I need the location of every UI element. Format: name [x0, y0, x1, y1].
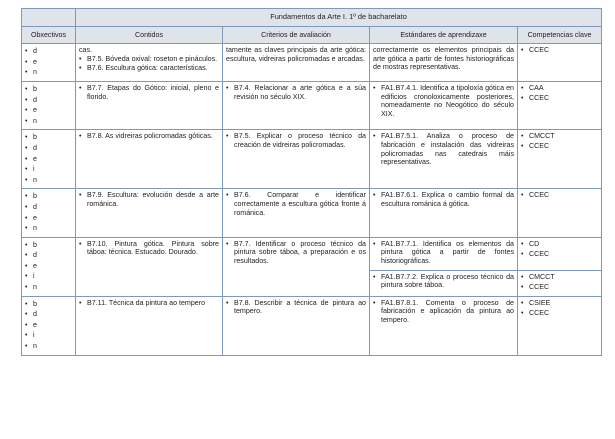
- table-row: [22, 44, 602, 82]
- title-blank-cell: [22, 9, 76, 27]
- list-item: • e: [25, 261, 72, 272]
- header-contents: Contidos: [76, 26, 223, 44]
- objectives-cell: [22, 189, 76, 237]
- list-item: • B7.8. Describir a técnica de pintura ao tempero.: [226, 299, 366, 316]
- list-item: • FA1.B7.8.1. Comenta o proceso de fabricación e aplicación da pintura ao tempero.: [373, 299, 514, 325]
- list-item: • FA1.B7.6.1. Explica o cambio formal da escultura románica á gótica.: [373, 191, 514, 208]
- competences-cell: [518, 44, 602, 82]
- contents-cell: [76, 130, 223, 189]
- competences-cell: [518, 237, 602, 270]
- header-criteria: Criterios de avaliación: [223, 26, 370, 44]
- list-item: • i: [25, 330, 72, 341]
- list-item: • n: [25, 116, 72, 127]
- list-item: • CCEC: [521, 191, 598, 200]
- list-item: • CCEC: [521, 46, 598, 55]
- standards-cell: [370, 270, 518, 296]
- list-item: • CMCCT: [521, 132, 598, 141]
- criteria-cell: [223, 296, 370, 355]
- list-item: • e: [25, 105, 72, 116]
- competences-cell: [518, 270, 602, 296]
- list-item: • n: [25, 282, 72, 293]
- criteria-cell: [223, 130, 370, 189]
- table-row: [22, 237, 602, 270]
- list-item: • B7.10. Pintura gótica. Pintura sobre táboa: técnica. Estucado. Dourado.: [79, 240, 219, 257]
- standards-cell: [370, 237, 518, 270]
- list-item: • B7.5. Bóveda oxival: roseton e pináculos.: [79, 55, 219, 64]
- list-item: • b: [25, 240, 72, 251]
- title-row: [22, 9, 602, 27]
- list-item: • b: [25, 191, 72, 202]
- objectives-cell: [22, 296, 76, 355]
- list-item: • CAA: [521, 84, 598, 93]
- objectives-cell: [22, 237, 76, 296]
- header-competences: Competencias clave: [518, 26, 602, 44]
- list-item: • CCEC: [521, 94, 598, 103]
- curriculum-table-wrapper: [21, 8, 602, 356]
- list-item: • d: [25, 309, 72, 320]
- list-item: • d: [25, 250, 72, 261]
- list-item: • e: [25, 320, 72, 331]
- list-item: • n: [25, 341, 72, 352]
- list-item: • b: [25, 132, 72, 143]
- table-row: [22, 81, 602, 129]
- standards-cell: [370, 296, 518, 355]
- list-item: • n: [25, 67, 72, 78]
- list-item: • B7.11. Técnica da pintura ao tempero: [79, 299, 219, 308]
- objectives-cell: [22, 130, 76, 189]
- criteria-cell: [223, 189, 370, 237]
- header-standards: Estándares de aprendizaxe: [370, 26, 518, 44]
- header-row: [22, 26, 602, 44]
- content-text: cas.: [79, 46, 93, 55]
- curriculum-table: [21, 8, 602, 356]
- list-item: • CCEC: [521, 309, 598, 318]
- list-item: • CD: [521, 240, 598, 249]
- list-item: • B7.6. Comparar e identificar correctamente a escultura gótica fronte á románica.: [226, 191, 366, 217]
- list-item: • B7.9. Escultura: evolución desde a arte románica.: [79, 191, 219, 208]
- contents-cell: [76, 189, 223, 237]
- header-objectives: Obxectivos: [22, 26, 76, 44]
- competences-cell: [518, 81, 602, 129]
- competences-cell: [518, 130, 602, 189]
- standards-cell: [370, 189, 518, 237]
- list-item: • B7.8. As vidreiras policromadas góticas.: [79, 132, 219, 141]
- list-item: • e: [25, 154, 72, 165]
- table-row: [22, 189, 602, 237]
- list-item: • FA1.B7.7.1. Identifica os elementos da pintura gótica a partir de fontes historiográficas.: [373, 240, 514, 266]
- list-item: • FA1.B7.5.1. Analiza o proceso de fabricación e instalación das vidreiras policromadas nas catedrais máis representativas.: [373, 132, 514, 166]
- contents-cell: [76, 81, 223, 129]
- list-item: • FA1.B7.7.2. Explica o proceso técnico da pintura sobre táboa.: [373, 273, 514, 290]
- list-item: • e: [25, 57, 72, 68]
- list-item: • d: [25, 143, 72, 154]
- objectives-cell: [22, 81, 76, 129]
- standards-cell: [370, 81, 518, 129]
- standards-cell: [370, 130, 518, 189]
- criteria-text: tamente as claves principais da arte gótica: escultura, vidreiras policromadas e arcadas.: [226, 46, 366, 63]
- list-item: • CCEC: [521, 142, 598, 151]
- list-item: • B7.5. Explicar o proceso técnico da creación de vidreiras policromadas.: [226, 132, 366, 149]
- table-title: Fundamentos da Arte I. 1º de bacharelato: [76, 9, 602, 27]
- list-item: • i: [25, 164, 72, 175]
- competences-cell: [518, 296, 602, 355]
- list-item: • CCEC: [521, 250, 598, 259]
- list-item: • d: [25, 202, 72, 213]
- contents-cell: [76, 237, 223, 296]
- list-item: • CMCCT: [521, 273, 598, 282]
- list-item: • d: [25, 95, 72, 106]
- list-item: • B7.4. Relacionar a arte gótica e a súa revisión no século XIX.: [226, 84, 366, 101]
- criteria-cell: [223, 81, 370, 129]
- list-item: • e: [25, 213, 72, 224]
- list-item: • FA1.B7.4.1. Identifica a tipoloxía gótica en edificios cronoloxicamente posteriores, nomeadamente no Neogótico do século XIX.: [373, 84, 514, 118]
- list-item: • CSIEE: [521, 299, 598, 308]
- list-item: • i: [25, 271, 72, 282]
- table-row: [22, 296, 602, 355]
- standards-text: correctamente os elementos principais da arte gótica a partir de fontes historiográficas de mostras representativas.: [373, 46, 514, 72]
- list-item: • n: [25, 223, 72, 234]
- criteria-cell: [223, 237, 370, 296]
- list-item: • B7.6. Escultura gótica: características.: [79, 64, 219, 73]
- criteria-cell: [223, 44, 370, 82]
- standards-cell: [370, 44, 518, 82]
- list-item: • B7.7. Identificar o proceso técnico da pintura sobre táboa, a preparación e os resultados.: [226, 240, 366, 266]
- table-row: [22, 130, 602, 189]
- contents-cell: [76, 44, 223, 82]
- list-item: • b: [25, 84, 72, 95]
- contents-cell: [76, 296, 223, 355]
- list-item: • CCEC: [521, 283, 598, 292]
- list-item: • b: [25, 299, 72, 310]
- competences-cell: [518, 189, 602, 237]
- list-item: • B7.7. Etapas do Gótico: inicial, pleno e florido.: [79, 84, 219, 101]
- objectives-cell: [22, 44, 76, 82]
- list-item: • n: [25, 175, 72, 186]
- list-item: • d: [25, 46, 72, 57]
